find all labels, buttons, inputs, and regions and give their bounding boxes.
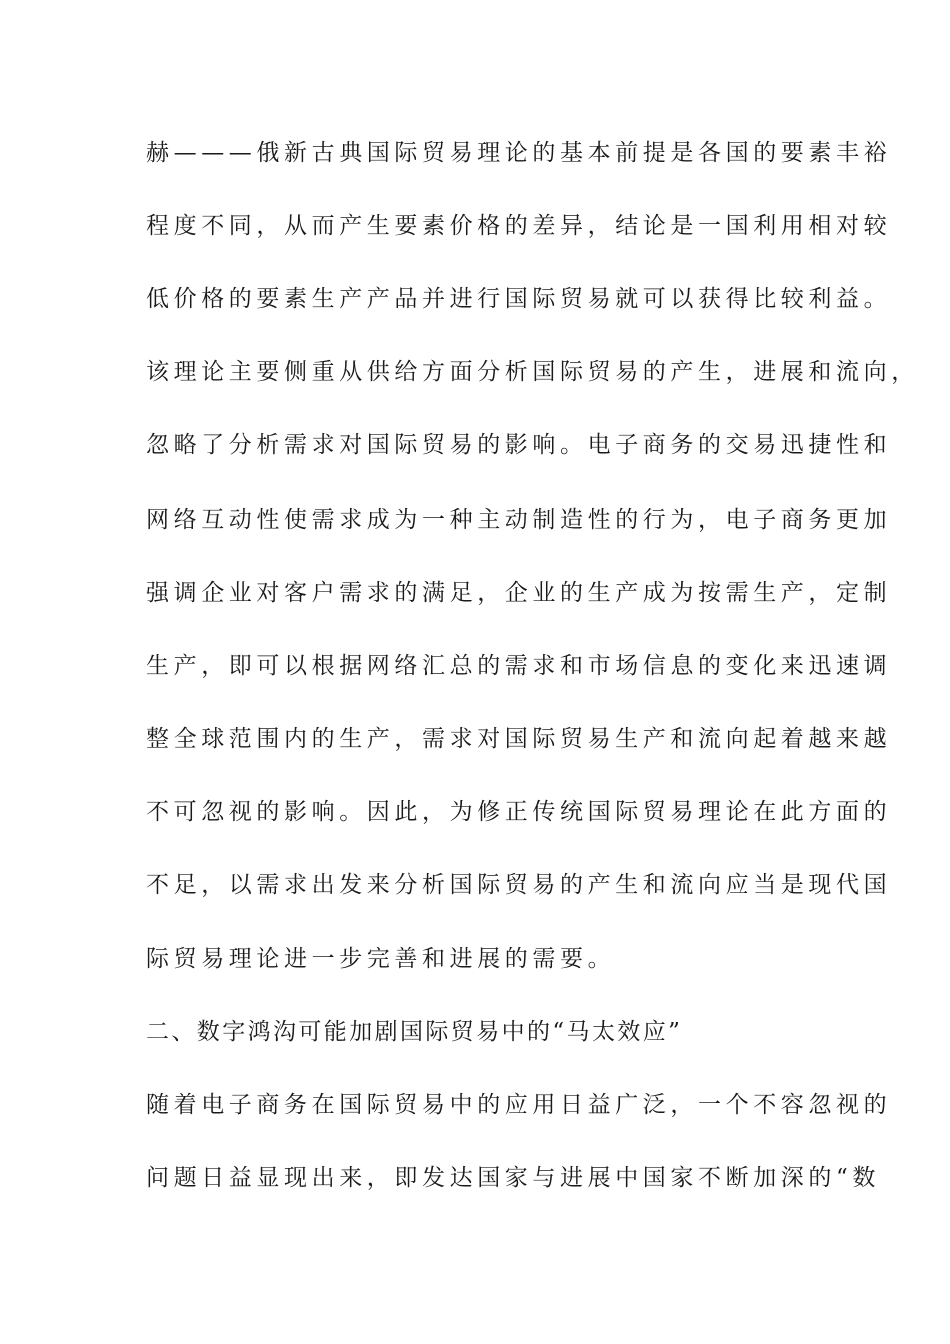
paragraph-line-13: 随着电子商务在国际贸易中的应用日益广泛，一个不容忽视的	[146, 1092, 892, 1118]
paragraph-line-14: 问题日益显现出来，即发达国家与进展中国家不断加深的“数	[146, 1165, 880, 1191]
paragraph-line-11: 不足，以需求出发来分析国际贸易的产生和流向应当是现代国	[146, 872, 892, 898]
paragraph-line-10: 不可忽视的影响。因此，为修正传统国际贸易理论在此方面的	[146, 799, 892, 825]
paragraph-line-8: 生产，即可以根据网络汇总的需求和市场信息的变化来迅速调	[146, 653, 892, 679]
paragraph-line-9: 整全球范围内的生产，需求对国际贸易生产和流向起着越来越	[146, 726, 892, 752]
paragraph-line-5: 忽略了分析需求对国际贸易的影响。电子商务的交易迅捷性和	[146, 432, 892, 458]
paragraph-line-1: 赫———俄新古典国际贸易理论的基本前提是各国的要素丰裕	[146, 140, 892, 166]
section-heading: 二、数字鸿沟可能加剧国际贸易中的“马太效应”	[146, 1019, 683, 1045]
paragraph-line-2: 程度不同，从而产生要素价格的差异，结论是一国利用相对较	[146, 213, 892, 239]
paragraph-line-6: 网络互动性使需求成为一种主动制造性的行为，电子商务更加	[146, 507, 892, 533]
paragraph-line-4: 该理论主要侧重从供给方面分析国际贸易的产生，进展和流向，	[146, 359, 919, 385]
paragraph-line-3: 低价格的要素生产产品并进行国际贸易就可以获得比较利益。	[146, 286, 892, 312]
paragraph-line-7: 强调企业对客户需求的满足，企业的生产成为按需生产，定制	[146, 580, 892, 606]
paragraph-line-12: 际贸易理论进一步完善和进展的需要。	[146, 946, 616, 972]
